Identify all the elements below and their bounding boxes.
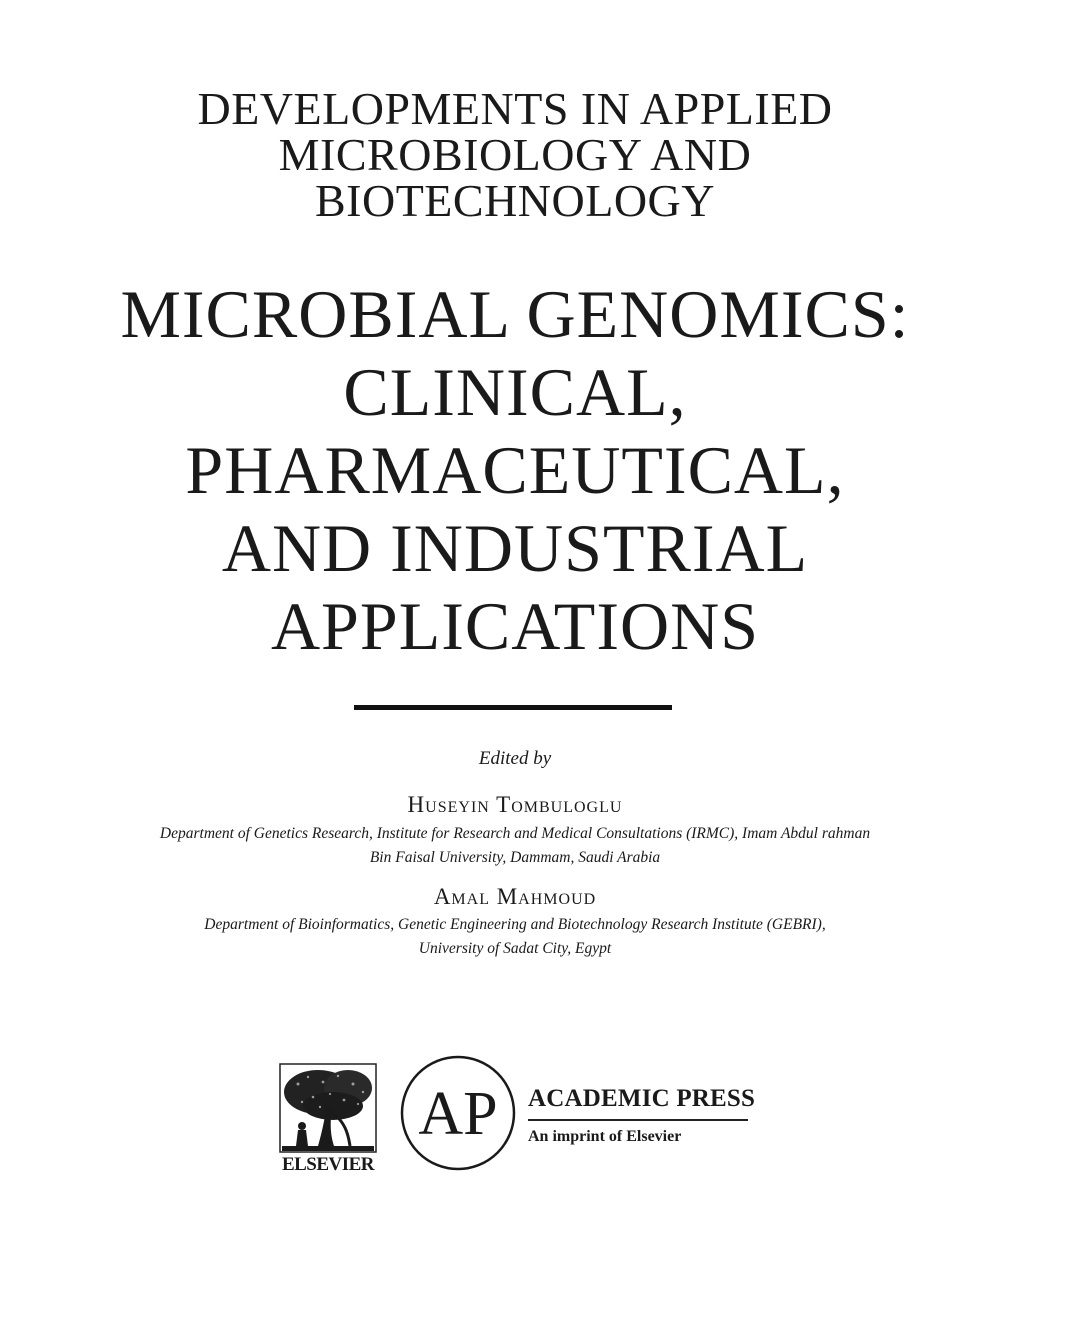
series-title-line: BIOTECHNOLOGY [314,175,715,226]
publisher-name: ACADEMIC PRESS [528,1085,756,1112]
book-title-line: APPLICATIONS [270,588,760,664]
editor-name: Amal Mahmoud [433,884,597,909]
publisher-underline [528,1119,748,1121]
affiliation-line: Bin Faisal University, Dammam, Saudi Arabia [369,849,661,866]
affiliation-line: Department of Genetics Research, Institute for Research and Medical Consultations (IRMC), Imam Abdul rahman [159,825,871,842]
elsevier-tree-icon [278,1062,378,1154]
academic-press-logo-icon [399,1054,517,1172]
book-title [0,275,1030,665]
elsevier-logo [278,1062,378,1177]
editor-affiliation [0,822,1030,870]
title-divider [354,705,672,710]
elsevier-wordmark: ELSEVIER [281,1154,375,1175]
editor-affiliation [0,913,1030,961]
affiliation-line: University of Sadat City, Egypt [418,940,612,957]
series-title-line: DEVELOPMENTS IN APPLIED [197,83,833,134]
editor-name: Huseyin Tombuloglu [407,792,623,817]
edited-by-label: Edited by [478,748,552,769]
series-title-line: MICROBIOLOGY AND [278,129,752,180]
ap-monogram: AP [418,1080,498,1148]
book-title-line: PHARMACEUTICAL, [185,432,845,508]
affiliation-line: Department of Bioinformatics, Genetic Engineering and Biotechnology Research Institute (GEBRI), [204,916,826,933]
book-title-line: AND INDUSTRIAL [221,510,809,586]
publisher-imprint: An imprint of Elsevier [528,1128,682,1145]
series-title [0,83,1030,226]
book-title-line: CLINICAL, [343,354,687,430]
book-title-line: MICROBIAL GENOMICS: [120,276,910,352]
